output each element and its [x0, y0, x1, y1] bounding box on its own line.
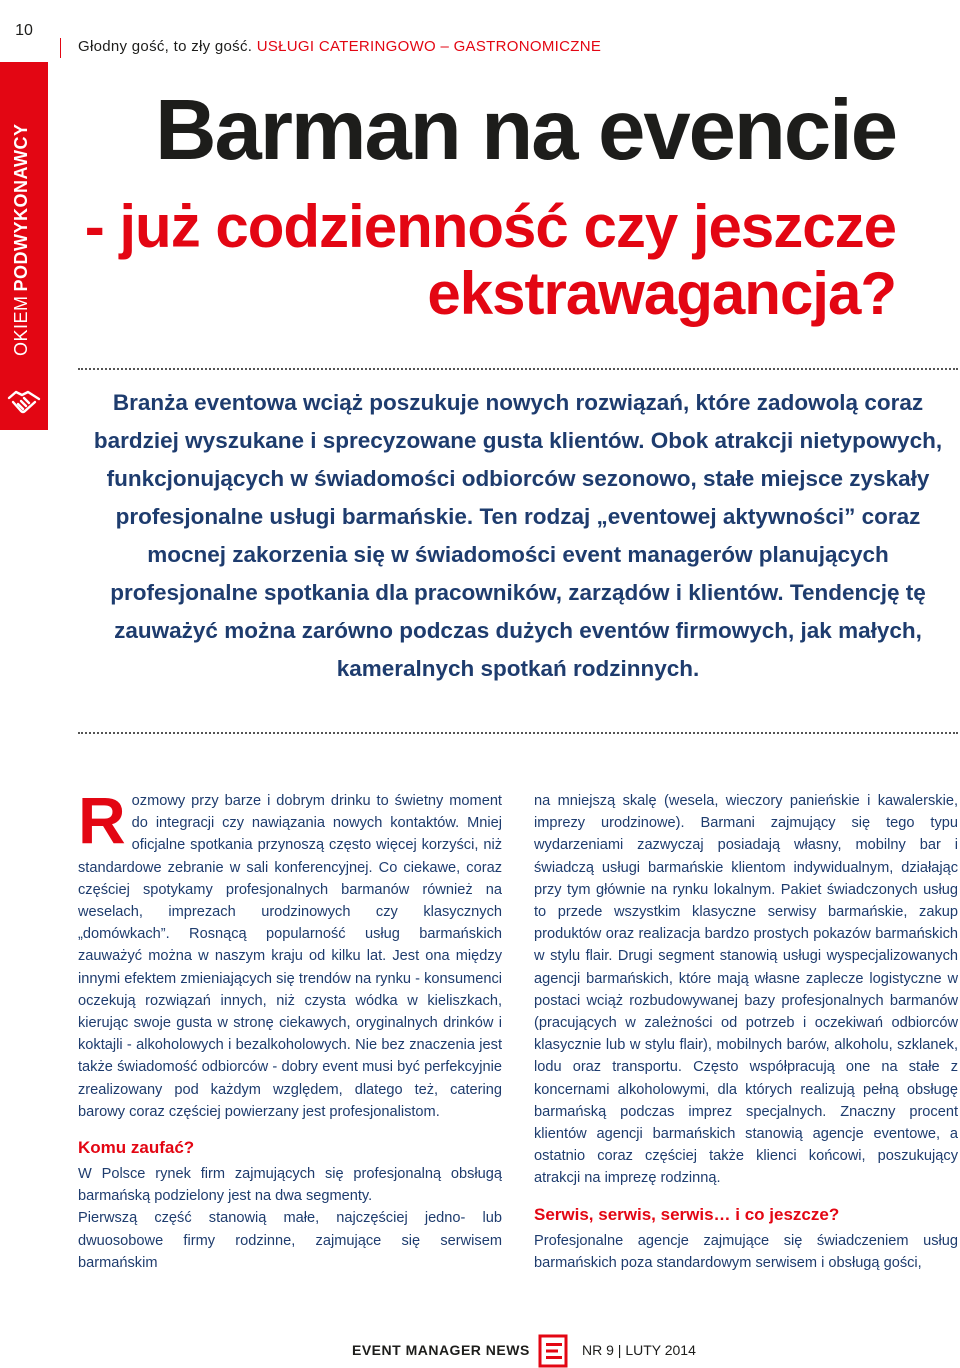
body-paragraph-5: Profesjonalne agencje zajmujące się świadczeniem usług barmańskich poza standardowym serwisem i obsługą gości, — [534, 1232, 958, 1271]
magazine-logo-icon — [538, 1334, 568, 1368]
running-header — [78, 38, 601, 55]
side-tab-light: OKIEM — [10, 295, 31, 356]
header-slogan: Głodny gość, to zły gość. — [78, 38, 253, 55]
header-separator — [60, 38, 61, 58]
subheading-serwis: Serwis, serwis, serwis… i co jeszcze? — [534, 1204, 840, 1224]
right-column — [534, 790, 958, 1274]
subtitle-line-1: - już codzienność czy jeszcze — [84, 193, 896, 260]
lead-paragraph: Branża eventowa wciąż poszukuje nowych rozwiązań, które zadowolą coraz bardziej wyszukane i sprecyzowane gusta klientów. Obok atrakcji nietypowych, funkcjonujących w świadomości odbiorców sezonowo, stałe miejsce zyskały profesjonalne usługi barmańskie. Ten rodzaj „eventowej aktywności” coraz mocnej zakorzenia się w świadomości event managerów planujących profesjonalne spotkania dla pracowników, zarządów i klientów. Tendencję tę zauważyć można zarówno podczas dużych eventów firmowych, jak małych, kameralnych spotkań rodzinnych. — [93, 390, 943, 681]
header-section: USŁUGI CATERINGOWO – GASTRONOMICZNE — [256, 38, 602, 55]
handshake-icon — [6, 384, 42, 420]
page-number: 10 — [0, 0, 48, 62]
left-column — [78, 783, 502, 1274]
body-paragraph-4: na mniejszą skalę (wesela, wieczory panieńskie i kawalerskie, imprezy urodzinowe). Barmani zajmujący się tego typu wydarzeniami zazwyczaj posiadają własny, mobilny bar i świadczą usługi barmańskie klientom indywidualnym, działając przy tym głównie na rynku lokalnym. Pakiet świadczonych usług to przede wszystkim klasyczne serwisy barmańskie, zakup produktów oraz realizacja bardzo prostych pokazów barmańskich w stylu flair. Drugi segment stanowią usługi wyspecjalizowanych agencji barmańskich, które mają własne zaplecze logistyczne w postaci wciąż rozbudowywanej bazy profesjonalnych barmanów (pracujących w zależności od potrzeb i oczekiwań odbiorców klasycznie lub w stylu flair), mobilnych barów, alkoholu, szklanek, lodu oraz transportu. Często współpracują one na stałe z koncernami alkoholowymi, dla których realizują pełną obsługę barmańską podczas imprez specjalnych. Znaczny procent klientów agencji barmańskich stanowią agencje eventowe, a ostatnio coraz częściej także klienci końcowi, poszukujący atrakcji na imprezę rodzinną. — [534, 793, 958, 1187]
side-tab-bold: PODWYKONAWCY — [10, 123, 31, 292]
subheading-komu-zaufac: Komu zaufać? — [78, 1138, 195, 1158]
body-paragraph-1-text: ozmowy przy barze i dobrym drinku to świetny moment do integracji czy nawiązania nowych kontaktów. Mniej oficjalne spotkania przynoszą często więcej korzyści, niż standardowe zebranie w sali konferencyjnej. Co ciekawe, coraz częściej spotykamy profesjonalnych barmanów również na weselach, imprezach urodzinowych czy klasycznych „domówkach”. Rosnącą popularność usług barmańskich zauważyć można w naszym kraju od kilku lat. Jest ona między innymi efektem zmieniających się trendów na rynku - konsumenci oczekują rozwiązań innych, niż czysta wódka w kieliszkach, kierując swoje gusta w stronę ciekawych, oryginalnych drinków i koktajli - alkoholowych i bezalkoholowych. Nie bez znaczenia jest także świadomość odbiorców - dobry event musi być perfekcyjnie zrealizowany pod każdym względem, dlatego też, catering barowy coraz częściej powierzany jest profesjonalistom. — [78, 793, 502, 1120]
body-paragraph-1 — [78, 783, 502, 1123]
dotted-divider-bottom — [78, 732, 958, 734]
dropcap: R — [78, 783, 126, 857]
article-subtitle — [0, 193, 896, 327]
dotted-divider-top — [78, 368, 958, 370]
subtitle-line-2: ekstrawagancja? — [427, 260, 896, 328]
footer-brand: EVENT MANAGER NEWS — [352, 1342, 530, 1358]
footer-issue: NR 9 | LUTY 2014 — [582, 1342, 696, 1358]
body-paragraph-3: Pierwszą część stanowią małe, najczęściej jedno- lub dwuosobowe firmy rodzinne, zajmujące się serwisem barmańskim — [78, 1210, 502, 1271]
article-title: Barman na evencie — [155, 83, 896, 178]
body-paragraph-2: W Polsce rynek firm zajmujących się profesjonalną obsługą barmańską podzielony jest na dwa segmenty. — [78, 1166, 502, 1205]
